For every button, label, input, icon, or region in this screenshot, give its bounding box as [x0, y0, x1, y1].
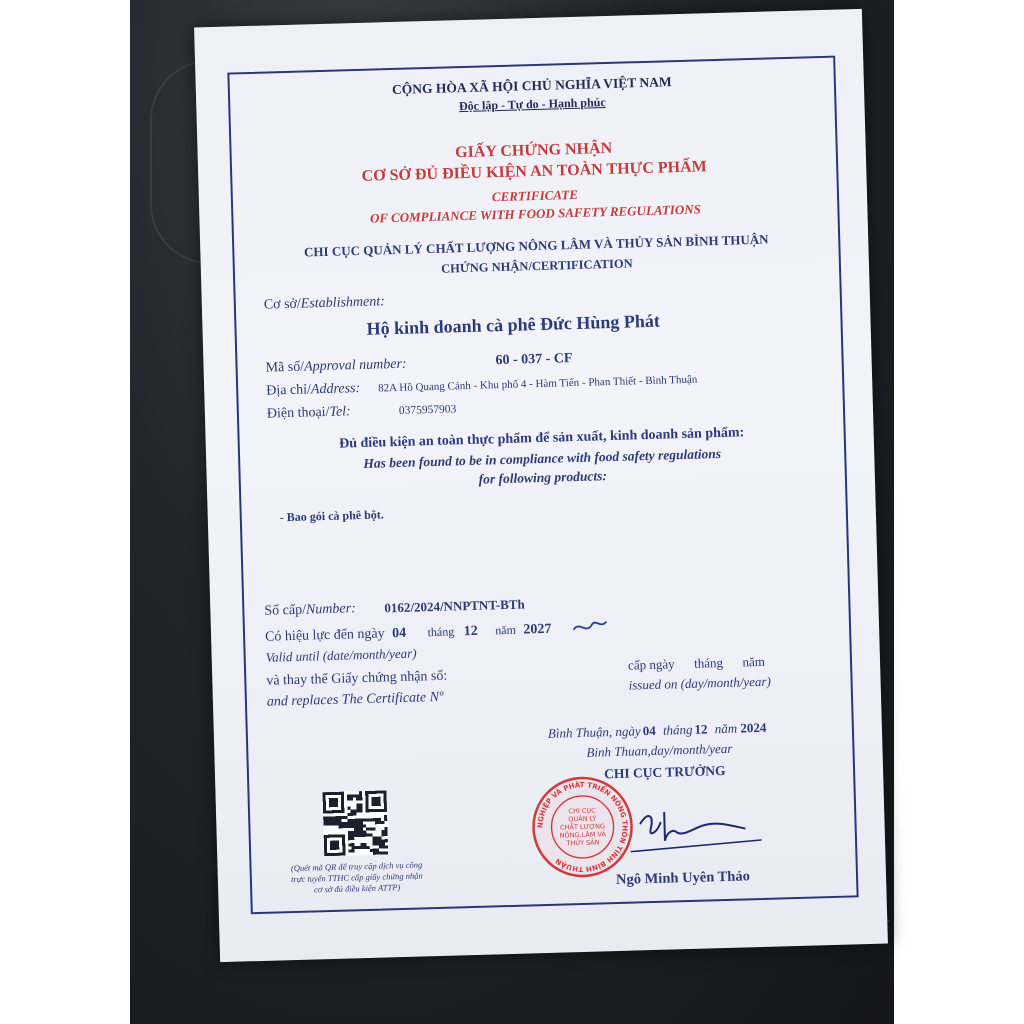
handwritten-mark — [570, 614, 611, 641]
certificate-number: 0162/2024/NNPTNT-BTh — [384, 596, 525, 616]
signing-place-date: Bình Thuận, ngày 04 tháng 12 năm 2024 — [547, 719, 767, 741]
title-vn-2: CƠ SỞ ĐỦ ĐIỀU KIỆN AN TOÀN THỰC PHẨM — [361, 158, 708, 185]
establishment-label: Cơ sở/Establishment: — [263, 294, 386, 313]
certificate-border — [227, 56, 858, 915]
address-value: 82A Hồ Quang Cảnh - Khu phố 4 - Hàm Tiến - Phan Thiết - Bình Thuận — [378, 373, 698, 395]
signer-name: Ngô Minh Uyên Thảo — [615, 868, 751, 889]
validity-year: 2027 — [523, 621, 552, 638]
replaces-en: and replaces The Certificate Nº — [266, 689, 444, 710]
title-en-2: OF COMPLIANCE WITH FOOD SAFETY REGULATIONS — [369, 201, 702, 226]
issued-en: issued on (day/month/year) — [628, 673, 772, 693]
seal-center-line: CHẤT LƯỢNG — [559, 822, 606, 832]
compliance-vn: Đủ điều kiện an toàn thực phẩm để sản xuất, kinh doanh sản phẩm: — [338, 425, 745, 452]
approval-label: Mã số/Approval number: — [265, 356, 407, 376]
phone-value: 0375957903 — [398, 403, 457, 417]
seal-center-line: THỦY SẢN — [566, 838, 600, 848]
handwritten-signature — [620, 790, 772, 864]
validity-month: 12 — [463, 623, 478, 640]
seal-center-line: QUẢN LÝ — [568, 814, 597, 824]
certification-label: CHỨNG NHẬN/CERTIFICATION — [440, 256, 633, 276]
establishment-name: Hộ kinh doanh cà phê Đức Hùng Phát — [366, 310, 661, 339]
validity-en: Valid until (date/month/year) — [265, 645, 417, 665]
motto: Độc lập - Tự do - Hạnh phúc — [458, 95, 606, 114]
approval-number: 60 - 037 - CF — [495, 351, 573, 369]
white-margin-right — [894, 0, 1024, 1024]
product-item: - Bao gói cà phê bột. — [279, 507, 384, 525]
compliance-en-2: for following products: — [478, 468, 608, 487]
white-margin-left — [0, 0, 130, 1024]
number-label: Số cấp/Number: — [264, 601, 356, 619]
seal-ring-text: NGHIỆP VÀ PHÁT TRIỂN NÔNG THÔN TỈNH BÌNH THUẬN — [536, 780, 629, 874]
agency-name: CHI CỤC QUẢN LÝ CHẤT LƯỢNG NÔNG LÂM VÀ THỦY SẢN BÌNH THUẬN — [303, 231, 769, 260]
issued-vn: cấp ngày tháng năm — [627, 653, 766, 673]
phone-label: Điện thoại/Tel: — [266, 404, 351, 422]
title-vn-1: GIẤY CHỨNG NHẬN — [454, 139, 613, 162]
validity-day: 04 — [391, 625, 407, 642]
compliance-en-1: Has been found to be in compliance with food safety regulations — [363, 445, 722, 471]
address-label: Địa chỉ/Address: — [266, 381, 361, 399]
title-en-1: CERTIFICATE — [491, 186, 579, 205]
seal-center-line: CHI CỤC — [568, 806, 596, 816]
signing-place-date-en: Binh Thuan,day/month/year — [586, 740, 733, 760]
seal-center-line: NÔNG,LÂM VÀ — [559, 830, 607, 840]
country-header: CỘNG HÒA XÃ HỘI CHỦ NGHĨA VIỆT NAM — [391, 74, 672, 98]
validity-row: Có hiệu lực đến ngày 04 tháng 12 năm 2027 — [264, 621, 552, 645]
signer-position: CHI CỤC TRƯỞNG — [603, 762, 726, 782]
replaces-vn: và thay thế Giấy chứng nhận số: — [266, 668, 448, 689]
certificate-paper — [194, 9, 888, 962]
qr-code-icon[interactable] — [322, 790, 388, 856]
qr-note: (Quét mã QR để truy cập dịch vụ công trực tuyến TTHC cấp giấy chứng nhận cơ sở đủ điều kiện ATTP) — [290, 859, 423, 895]
